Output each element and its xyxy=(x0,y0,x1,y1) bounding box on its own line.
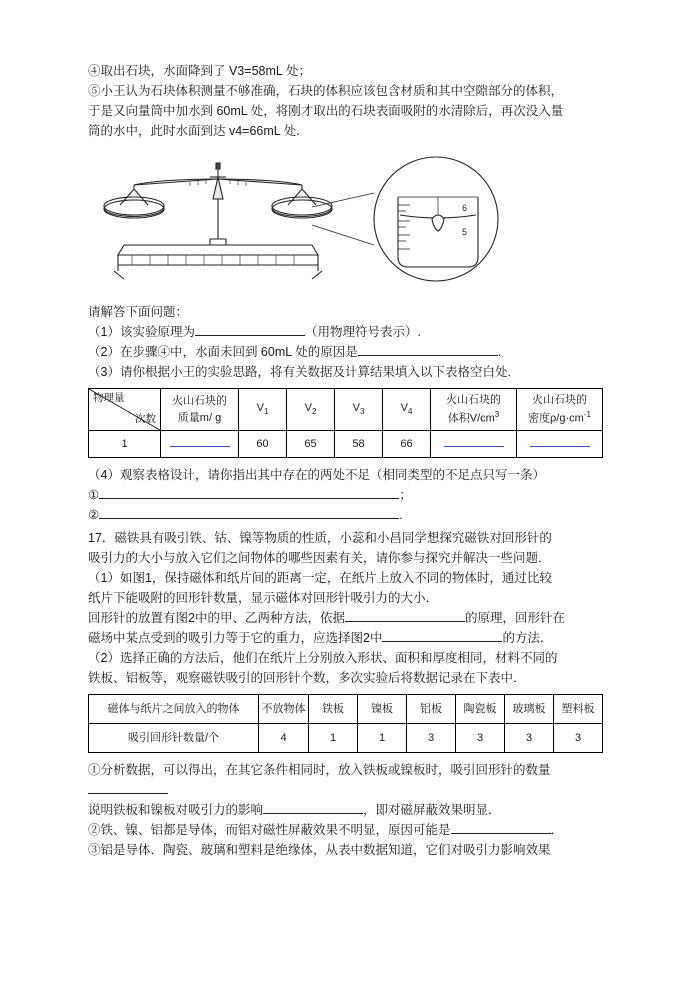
q17-part2-line1: （2）选择正确的方法后，他们在纸片上分别放入形状、面积和厚度相同，材料不同的 xyxy=(88,651,558,666)
col-aluminum: 铝板 xyxy=(407,695,456,724)
header-mass xyxy=(161,389,239,431)
table-header-row xyxy=(89,389,603,431)
cell-v2: 65 xyxy=(287,431,335,458)
header-density-sup: -1 xyxy=(583,409,591,419)
header-mass-l2: 质量m/ g xyxy=(177,411,222,424)
q1-text-after: （用物理符号表示）. xyxy=(304,325,421,339)
header-v1 xyxy=(239,389,287,431)
header-v3 xyxy=(335,389,383,431)
q4-sub2-tail: . xyxy=(399,508,403,523)
q17-part2-line2: 铁板、铝板等，观察磁铁吸引的回形针个数，多次实验后将数据记录在下表中． xyxy=(88,671,526,686)
q2-blank[interactable] xyxy=(358,343,498,356)
q4-num: （4） xyxy=(88,468,120,483)
q17-part1-line3-b: 的原理，回形针在 xyxy=(464,611,565,626)
q17-number: 17． xyxy=(88,531,115,546)
q17-concl1-line2 xyxy=(88,801,610,820)
q4-sub1-tail: ； xyxy=(399,488,412,503)
header-v4-sym: V xyxy=(400,402,408,415)
q17-concl1-b: 说明铁板和镍板对吸引力的影响 xyxy=(88,803,264,818)
col-none: 不放物体 xyxy=(259,695,309,724)
cell-volume-blank[interactable] xyxy=(444,436,504,447)
cell-mass[interactable] xyxy=(161,431,239,458)
q3-text: 请你根据小王的实验思路，将有关数据及计算结果填入以下表格空白处. xyxy=(119,365,511,379)
q17-intro-a: 磁铁具有吸引铁、钴、镍等物质的性质，小蕊和小昌同学想探究磁铁对回形针的 xyxy=(114,531,552,546)
q17-concl1-blank-line xyxy=(88,781,610,800)
q17-part1-line4-b: 的方法． xyxy=(502,631,553,646)
svg-text:5: 5 xyxy=(462,227,468,237)
data-table-materials xyxy=(88,694,603,753)
line-step4: ④取出石块，水面降到了 V3=58mL 处； xyxy=(88,64,311,78)
header-volume-l1: 火山石块的 xyxy=(446,394,501,406)
q17-part1-line3-a: 回形针的放置有图2中的甲、乙两种方法，依据 xyxy=(88,611,345,626)
q17-concl1-blank-2[interactable] xyxy=(263,801,363,814)
header-corner-bottom: 次数 xyxy=(135,413,156,426)
q17-concl3-line: ③铝是导体．陶瓷、玻璃和塑料是绝缘体，从表中数据知道，它们对吸引力影响效果 xyxy=(88,843,551,858)
q4-text: 观察表格设计，请你指出其中存在的两处不足（相同类型的不足点只写一条） xyxy=(119,468,545,483)
q17-concl2-line xyxy=(88,821,610,840)
cell-v3: 58 xyxy=(335,431,383,458)
val-plastic: 3 xyxy=(554,724,603,753)
q17-intro-line2: 吸引力的大小与放入它们之间物体的哪些因素有关，请你参与探究并解决一些问题． xyxy=(88,551,551,566)
header-v2-sym: V xyxy=(304,402,312,415)
q1-text-before: 该实验原理为 xyxy=(119,325,195,339)
header-v3-idx: 3 xyxy=(359,407,365,417)
q17-concl1-line1: ①分析数据，可以得出，在其它条件相同时，放入铁板或镍板时，吸引回形针的数量 xyxy=(88,763,551,778)
question-4 xyxy=(88,466,610,485)
val-iron: 1 xyxy=(309,724,358,753)
col-ceramic: 陶瓷板 xyxy=(456,695,505,724)
q17-part1-blank-a[interactable] xyxy=(345,609,465,622)
q17-part1-blank-b[interactable] xyxy=(382,629,502,642)
col-glass: 玻璃板 xyxy=(505,695,554,724)
q17-concl2-blank[interactable] xyxy=(451,821,551,834)
cell-volume[interactable] xyxy=(431,431,517,458)
cell-v1: 60 xyxy=(239,431,287,458)
q17-intro-line1 xyxy=(88,529,610,548)
q2-text-after: . xyxy=(497,345,502,359)
row-label-count: 吸引回形针数量/个 xyxy=(89,724,259,753)
header-v3-sym: V xyxy=(352,402,360,415)
line-step5-a: ⑤小王认为石块体积测量不够准确，石块的体积应该包含材质和其中空隙部分的体积， xyxy=(88,84,564,98)
header-volume-sup: 3 xyxy=(494,409,500,419)
q17-part1-line1: （1）如图1，保持磁体和纸片间的距离一定，在纸片上放入不同的物体时，通过比较 xyxy=(88,571,552,586)
experiment-figure xyxy=(98,149,558,297)
header-density-l1: 火山石块的 xyxy=(532,394,587,406)
col-plastic: 塑料板 xyxy=(554,695,603,724)
header-v4-idx: 4 xyxy=(407,407,413,417)
q17-part1-line4 xyxy=(88,629,610,648)
col-iron: 铁板 xyxy=(309,695,358,724)
question-4-sub2 xyxy=(88,506,610,525)
line-step5-b: 于是又向量筒中加水到 60mL 处，将刚才取出的石块表面吸附的水清除后，再次没入量 xyxy=(88,104,564,118)
q2-num: （2） xyxy=(88,345,120,359)
header-corner-top: 物理量 xyxy=(93,392,125,404)
cell-index: 1 xyxy=(89,431,161,458)
header-density-l2: 密度ρ/g·cm xyxy=(528,412,584,425)
val-nickel: 1 xyxy=(358,724,407,753)
val-aluminum: 3 xyxy=(407,724,456,753)
header-v1-sym: V xyxy=(256,402,264,415)
row-label-objects: 磁体与纸片之间放入的物体 xyxy=(89,695,259,724)
svg-text:6: 6 xyxy=(462,203,468,213)
document-content xyxy=(88,62,610,861)
header-corner-cell xyxy=(89,389,161,431)
q1-num: （1） xyxy=(88,325,120,339)
q2-text-before: 在步骤④中，水面未回到 60mL 处的原因是 xyxy=(119,345,358,359)
table-row-values xyxy=(89,724,603,753)
header-v2 xyxy=(287,389,335,431)
question-3 xyxy=(88,363,610,382)
question-1 xyxy=(88,323,610,342)
cell-density[interactable] xyxy=(517,431,603,458)
q17-concl1-c: ，即对磁屏蔽效果明显． xyxy=(363,803,501,818)
q4-sub2-num: ② xyxy=(88,508,100,523)
header-volume-l2: 体积V/cm xyxy=(447,412,495,425)
cell-density-blank[interactable] xyxy=(530,436,590,447)
line-step5-c: 筒的水中，此时水面到达 v4=66mL 处. xyxy=(88,124,300,138)
q17-concl1-blank-1[interactable] xyxy=(88,781,168,794)
q4-sub2-blank[interactable] xyxy=(99,506,399,519)
q17-concl2-a: ②铁、镍、铝都是导体，而铝对磁性屏蔽效果不明显，原因可能是 xyxy=(88,823,451,838)
val-none: 4 xyxy=(259,724,309,753)
q17-part1-line4-a: 磁场中某点受到的吸引力等于它的重力，应选择图2中 xyxy=(88,631,383,646)
q17-concl2-b: ． xyxy=(550,823,564,838)
table-row-header xyxy=(89,695,603,724)
header-density xyxy=(517,389,603,431)
col-nickel: 镍板 xyxy=(358,695,407,724)
question-17-block xyxy=(88,529,610,860)
question-4-sub1 xyxy=(88,486,610,505)
balance-and-cylinder-illustration xyxy=(98,149,558,297)
question-2 xyxy=(88,343,610,362)
prompt-line: 请解答下面问题： xyxy=(88,305,189,319)
val-glass: 3 xyxy=(505,724,554,753)
q3-num: （3） xyxy=(88,365,120,379)
header-v2-idx: 2 xyxy=(311,407,317,417)
header-v4 xyxy=(383,389,431,431)
q4-sub1-num: ① xyxy=(88,488,100,503)
q17-part1-line2: 纸片下能吸附的回形针数量，显示磁体对回形针吸引力的大小． xyxy=(88,591,439,606)
data-table-volcanic-stone xyxy=(88,388,603,458)
header-v1-idx: 1 xyxy=(263,407,269,417)
table-row xyxy=(89,431,603,458)
header-volume xyxy=(431,389,517,431)
q4-sub1-blank[interactable] xyxy=(99,486,399,499)
cell-mass-blank[interactable] xyxy=(170,436,230,447)
q1-blank[interactable] xyxy=(195,323,305,336)
header-mass-l1: 火山石块的 xyxy=(172,394,227,407)
val-ceramic: 3 xyxy=(456,724,505,753)
q17-part1-line3 xyxy=(88,609,610,628)
cell-v4: 66 xyxy=(383,431,431,458)
